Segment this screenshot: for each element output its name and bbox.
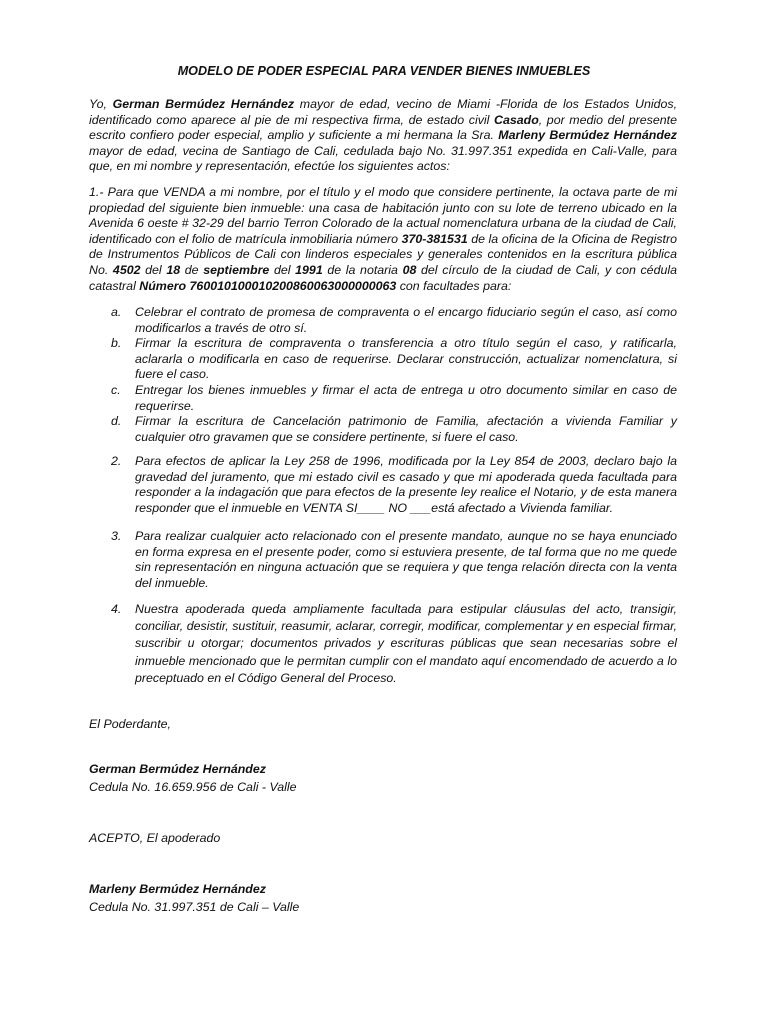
- clause-1-paragraph: 1.- Para que VENDA a mi nombre, por el título y el modo que considere pertinente, la octava parte de mi propiedad del siguiente bien inmueble: una casa de habitación junto con su lote de terreno ubicado en la Avenida 6 oeste # 32-29 del barrio Terron Colorado de la actual nomenclatura urbana de la ciudad de Cali, identificado con el folio de matrícula inmobiliaria número 370-381531 de la oficina de la Oficina de Registro de Instrumentos Públicos de Cali con linderos especiales y generales contenidos en la escritura pública No. 4502 del 18 de septiembre del 1991 de la notaria 08 del círculo de la ciudad de Cali, y con cédula catastral Número 760010100010200860063000000063 con facultades para:: [89, 185, 678, 293]
- civil-status: Casado: [494, 112, 539, 127]
- faculties-list: [89, 305, 677, 445]
- attorney-name: Marleny Bermúdez Hernández: [498, 128, 677, 143]
- escritura-month: septiembre: [203, 262, 270, 277]
- poderdante-label: El Poderdante,: [89, 717, 171, 731]
- escritura-year: 1991: [295, 262, 323, 277]
- list-item: a. Celebrar el contrato de promesa de compraventa o el encargo fiduciario según el caso, así como modificarlos a través de otro sí.: [111, 305, 677, 335]
- escritura-day: 18: [166, 262, 181, 277]
- list-item: c. Entregar los bienes inmuebles y firmar el acta de entrega u otro documento similar en caso de requerirse.: [111, 382, 677, 413]
- document-title: MODELO DE PODER ESPECIAL PARA VENDER BIENES INMUEBLES: [177, 64, 591, 78]
- clause-3: 3. Para realizar cualquier acto relacionado con el presente mandato, aunque no se haya enunciado en forma expresa en el presente poder, como si estuviera presente, de tal forma que no me quede sin representación en ninguna actuación que se requiera y que tenga relación directa con la venta del inmueble.: [111, 529, 677, 590]
- clause-4: 4. Nuestra apoderada queda ampliamente facultada para estipular cláusulas del acto, transigir, conciliar, desistir, sustituir, reasumir, aclarar, corregir, modificar, complementar y en especial firmar, suscribir u otorgar; documentos privados y escrituras públicas que sean necesarias sobre el inmueble mencionado que le permitan cumplir con el mandato aquí encomendado de acuerdo a lo preceptuado en el Código General del Proceso.: [111, 602, 677, 685]
- acepto-label: ACEPTO, El apoderado: [89, 831, 221, 845]
- apoderado-id: Cedula No. 31.997.351 de Cali – Valle: [89, 900, 300, 914]
- notaria-number: 08: [402, 262, 417, 277]
- apoderado-name: Marleny Bermúdez Hernández: [89, 882, 266, 896]
- grantor-name: German Bermúdez Hernández: [112, 97, 295, 111]
- clause-2: 2. Para efectos de aplicar la Ley 258 de 1996, modificada por la Ley 854 de 2003, declaro bajo la gravedad del juramento, que mi estado civil es casado y que mi apoderada queda facultada para responder a la indagación que para efectos de la presente ley realice el Notario, y de esta manera responder que el inmueble en VENTA SI____ NO ___está afectado a Vivienda familiar.: [111, 454, 677, 515]
- list-item: d. Firmar la escritura de Cancelación patrimonio de Familia, afectación a vivienda Familiar y cualquier otro gravamen que se considere pertinente, si fuere el caso.: [111, 414, 677, 444]
- cedula-catastral: Número 760010100010200860063000000063: [139, 278, 397, 293]
- poderdante-name: German Bermúdez Hernández: [89, 762, 266, 776]
- intro-paragraph: Yo, German Bermúdez Hernández mayor de edad, vecino de Miami -Florida de los Estados Unidos, identificado como aparece al pie de mi respectiva firma, de estado civil Casado, por medio del presente escrito confiero poder especial, amplio y suficiente a mi hermana la Sra. Marleny Bermúdez Hernández mayor de edad, vecina de Santiago de Cali, cedulada bajo No. 31.997.351 expedida en Cali-Valle, para que, en mi nombre y representación, efectúe los siguientes actos:: [89, 97, 678, 174]
- poderdante-id: Cedula No. 16.659.956 de Cali - Valle: [89, 780, 297, 794]
- folio-number: 370-381531: [401, 231, 468, 246]
- list-item: b. Firmar la escritura de compraventa o transferencia a otro título según el caso, y ratificarla, aclararla o modificarla en caso de requerirse. Declarar construcción, actualizar nomenclatura, si fuere el caso.: [111, 336, 677, 382]
- escritura-number: 4502: [112, 262, 141, 277]
